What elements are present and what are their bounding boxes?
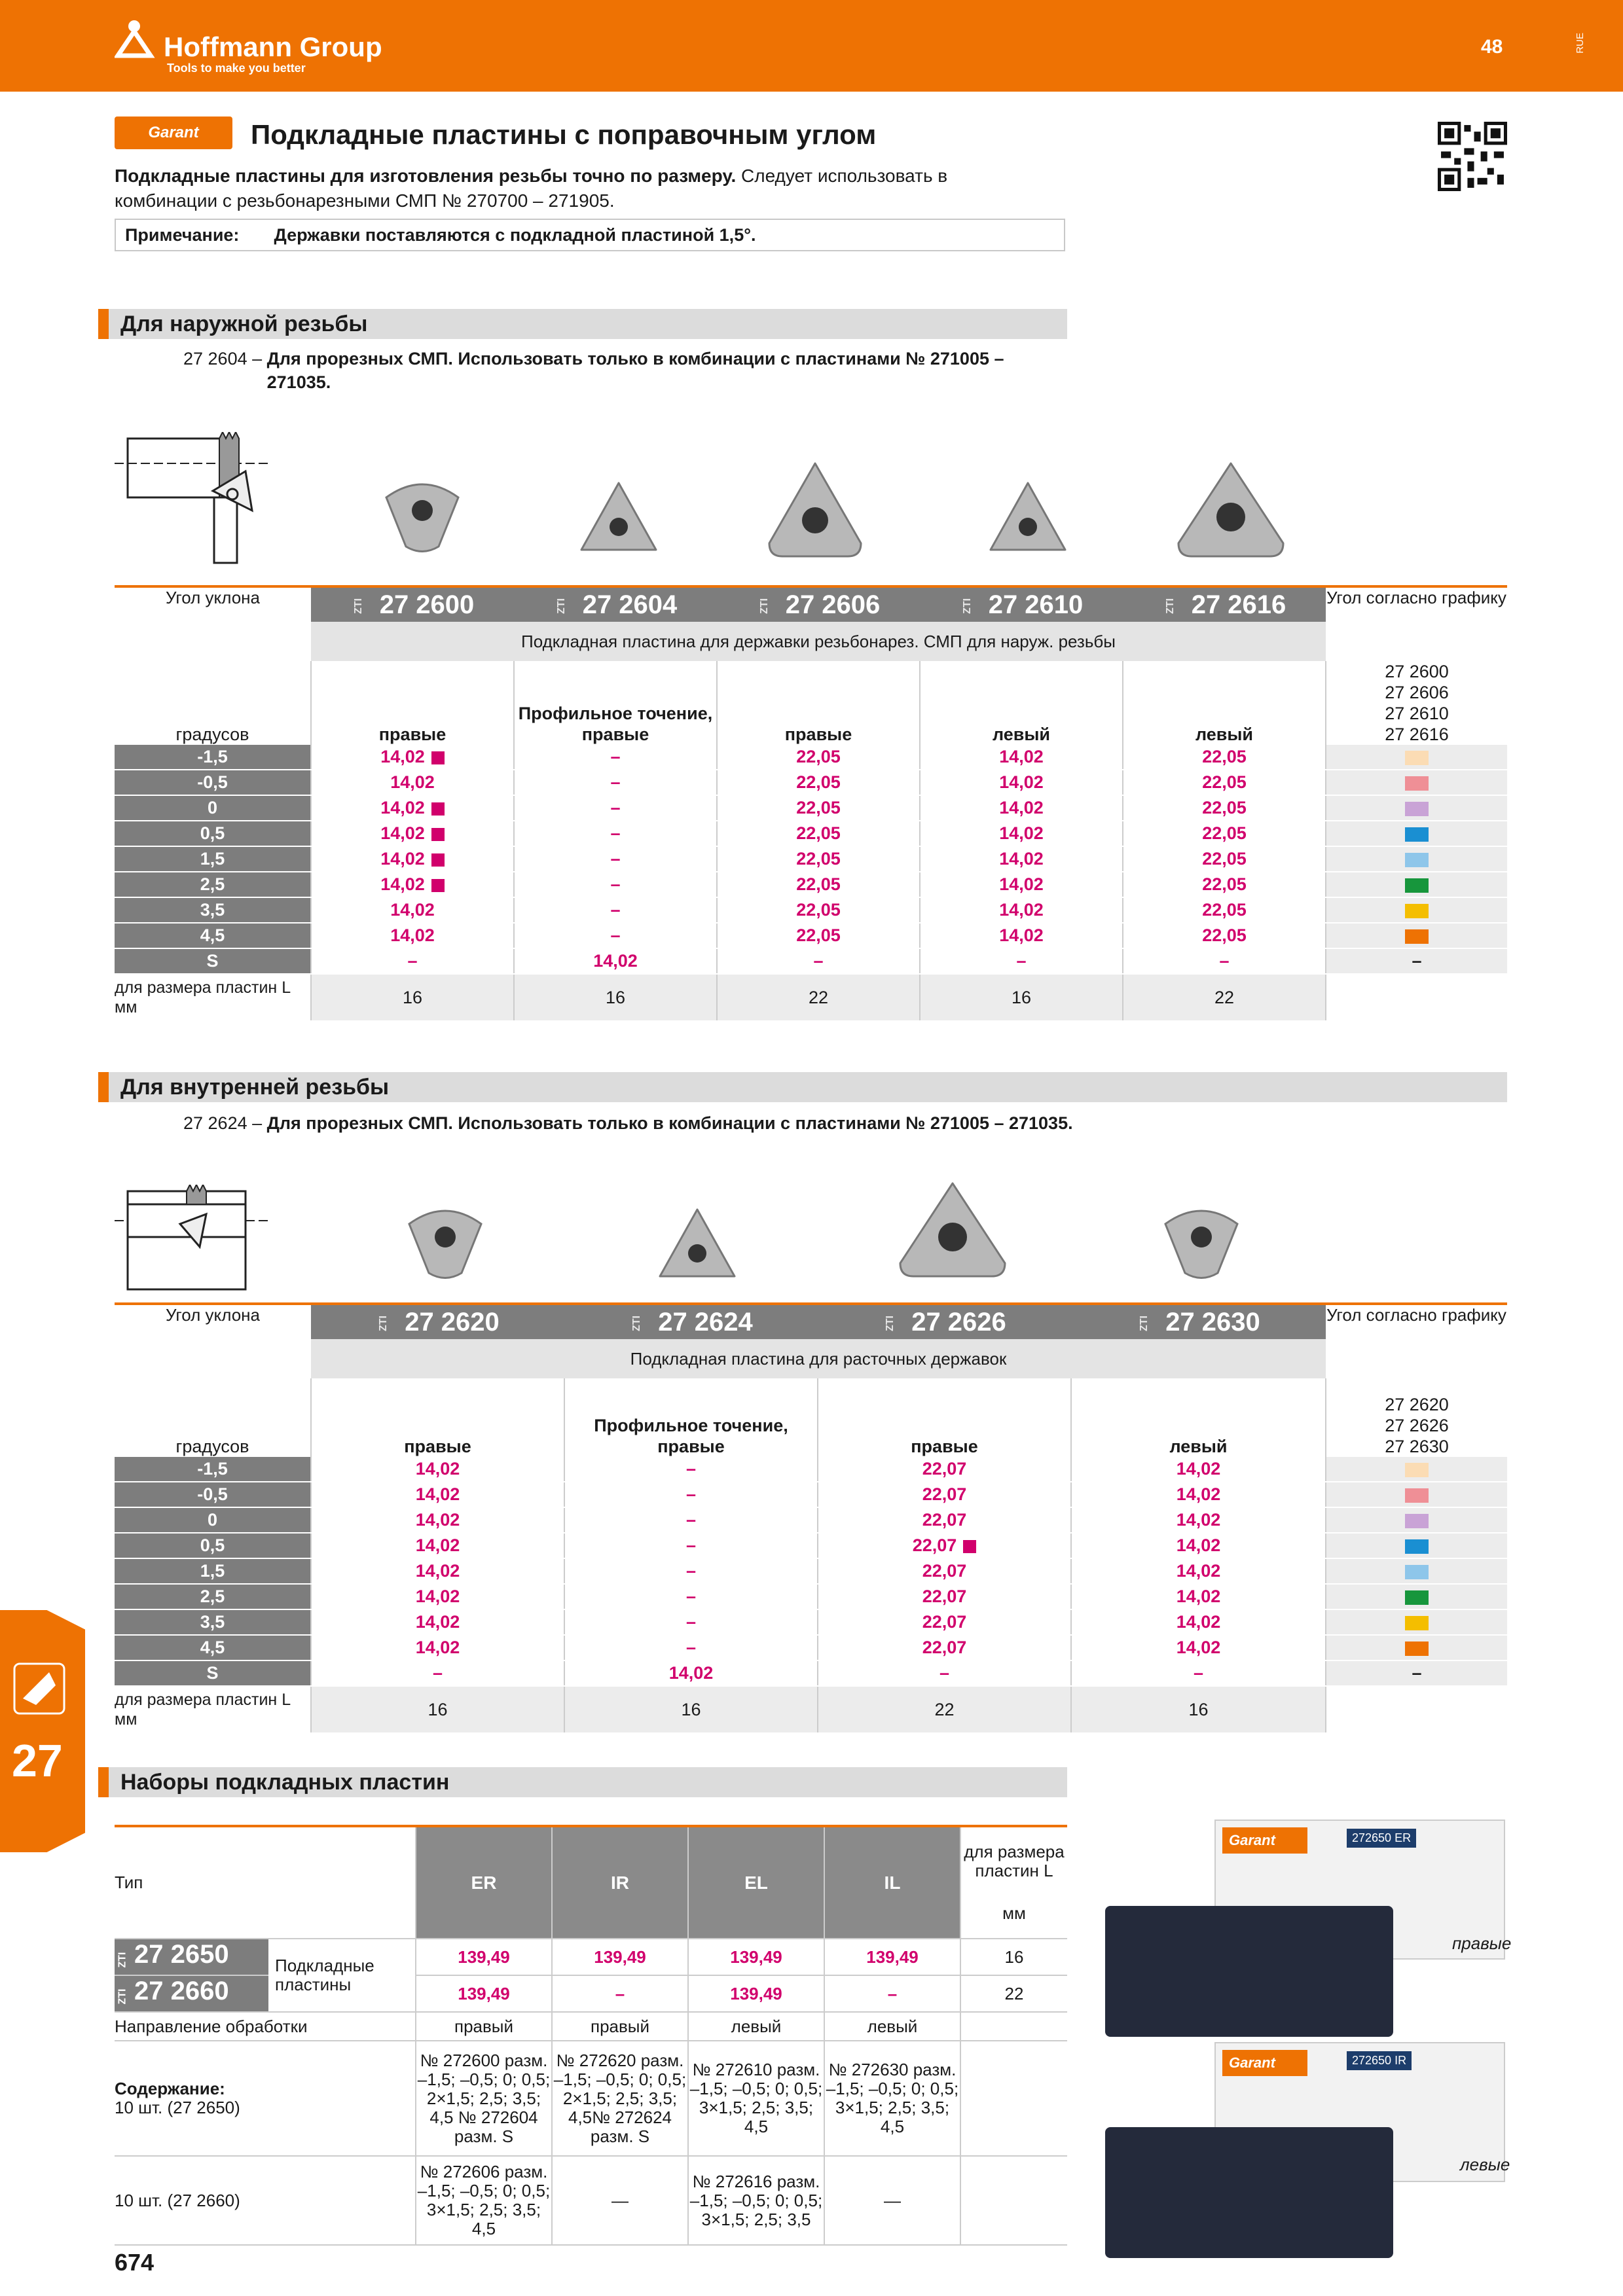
note-box [115, 219, 1065, 251]
color-swatch-cell [1326, 923, 1507, 948]
color-swatch [1405, 1565, 1429, 1579]
size-value: 16 [514, 974, 717, 1020]
graph-list: 27 2600 27 2606 27 2610 27 2616 [1326, 661, 1507, 745]
color-swatch-cell [1326, 821, 1507, 846]
price-cell: 22,05 [1123, 872, 1326, 897]
price-cell: 22,07 [818, 1507, 1071, 1533]
set-price: 139,49 [416, 1939, 552, 1975]
set-direction: левый [688, 2012, 824, 2041]
price-cell: 14,02 [920, 872, 1123, 897]
dash: – [1412, 1663, 1422, 1683]
table-row [115, 1635, 1507, 1660]
color-swatch [1405, 904, 1429, 918]
price-cell: 22,05 [1123, 923, 1326, 948]
color-swatch [1405, 1641, 1429, 1656]
new-marker-icon [431, 853, 445, 867]
color-swatch-cell [1326, 1660, 1507, 1686]
price-cell: 22,05 [717, 745, 920, 770]
angle-cell: 2,5 [115, 872, 311, 897]
content-2: — [552, 2156, 688, 2245]
col-272604: ZTI 27 2604 [514, 588, 717, 622]
table-row [115, 1482, 1507, 1507]
size-head-text: для размера пластин L [964, 1842, 1065, 1880]
price-cell: – [514, 821, 717, 846]
insert-272626-icon [894, 1178, 1012, 1283]
note-text: Державки поставляются с подкладной пластиной 1,5°. [274, 225, 756, 245]
size-value: 22 [717, 974, 920, 1020]
angle-cell: 3,5 [115, 897, 311, 923]
price-cell: 22,05 [1123, 770, 1326, 795]
price-cell: 14,02 [1071, 1584, 1326, 1609]
brand-name: Hoffmann Group [164, 31, 382, 62]
color-swatch [1405, 751, 1429, 765]
table-row [115, 923, 1507, 948]
color-swatch-cell [1326, 1558, 1507, 1584]
table-row [115, 846, 1507, 872]
insert-272616-icon [1172, 458, 1290, 563]
price-cell: 22,07 [818, 1584, 1071, 1609]
price-cell: – [514, 846, 717, 872]
direction: Профильное точение, правые [514, 661, 717, 745]
table-row [115, 1507, 1507, 1533]
table-row [115, 948, 1507, 974]
insert-272630-icon [1156, 1198, 1247, 1283]
color-swatch [1405, 1514, 1429, 1528]
angle-cell: 0 [115, 795, 311, 821]
price-cell: 14,02 [311, 872, 514, 897]
content-label [115, 2041, 416, 2156]
price-cell: – [564, 1635, 818, 1660]
price-cell: – [514, 770, 717, 795]
qr-code-icon[interactable] [1438, 122, 1507, 191]
size-value: 22 [818, 1686, 1071, 1732]
color-swatch-cell [1326, 1584, 1507, 1609]
page-title: Подкладные пластины с поправочным углом [251, 119, 877, 150]
size-value: 16 [1071, 1686, 1326, 1732]
internal-holder-note [183, 1111, 1493, 1135]
price-cell: – [514, 745, 717, 770]
photo-label: 272650 IR [1347, 2051, 1412, 2070]
garant-badge: Garant [115, 117, 232, 149]
set-number: ZTI 27 2650 [115, 1939, 268, 1975]
graph-col-label: Угол согласно графику [1326, 588, 1507, 622]
content-2: № 272606 разм. –1,5; –0,5; 0; 0,5; 3×1,5; 2,5; 3,5; 4,5 [416, 2156, 552, 2245]
col-272606: ZTI 27 2606 [717, 588, 920, 622]
price-cell: 14,02 [311, 745, 514, 770]
new-marker-icon [431, 828, 445, 841]
price-cell: 14,02 [311, 1457, 564, 1482]
price-cell: 22,05 [717, 872, 920, 897]
content-1: № 272600 разм. –1,5; –0,5; 0; 0,5; 2×1,5; 2,5; 3,5; 4,5 № 272604 разм. S [416, 2041, 552, 2156]
price-cell: 22,05 [1123, 795, 1326, 821]
price-cell: – [311, 1660, 564, 1686]
set-box-tray-ir [1105, 2127, 1393, 2258]
color-swatch-cell [1326, 846, 1507, 872]
holder-text: Для прорезных СМП. Использовать только в комбинации с пластинами № 271005 – 271035. [266, 1113, 1073, 1133]
set-price: 139,49 [416, 1975, 552, 2012]
intro-text [115, 164, 1031, 213]
table-row [115, 897, 1507, 923]
set-description: Подкладные пластины [268, 1939, 416, 2012]
insert-272624-icon [655, 1204, 740, 1286]
price-cell: – [564, 1533, 818, 1558]
table-row [115, 795, 1507, 821]
price-cell: 14,02 [920, 795, 1123, 821]
color-swatch [1405, 1488, 1429, 1503]
size-label: для размера пластин L мм [115, 974, 311, 1020]
color-swatch [1405, 878, 1429, 893]
content-label-text: Содержание: [115, 2079, 225, 2098]
content-sub2: 10 шт. (27 2660) [115, 2156, 416, 2245]
new-marker-icon [431, 751, 445, 764]
angle-cell: -0,5 [115, 1482, 311, 1507]
unit-label: градусов [115, 1378, 311, 1457]
direction: левый [1071, 1378, 1326, 1457]
unit-label: градусов [115, 661, 311, 745]
angle-col-label: Угол уклона [115, 588, 311, 622]
size-unit: мм [1002, 1903, 1026, 1923]
price-cell: 14,02 [311, 1507, 564, 1533]
angle-cell: 0,5 [115, 1533, 311, 1558]
color-swatch-cell [1326, 948, 1507, 974]
color-swatch [1405, 776, 1429, 791]
price-cell: 14,02 [311, 1609, 564, 1635]
angle-cell: 3,5 [115, 1609, 311, 1635]
angle-cell: 4,5 [115, 1635, 311, 1660]
external-subtitle: Подкладная пластина для державки резьбонарез. СМП для наруж. резьбы [311, 622, 1326, 661]
direction: правые [311, 1378, 564, 1457]
insert-272600-icon [376, 471, 468, 556]
content-2: — [824, 2156, 960, 2245]
set-direction: левый [824, 2012, 960, 2041]
price-cell: 22,07 [818, 1482, 1071, 1507]
type-ir: IR [552, 1827, 688, 1939]
graph-col-label: Угол согласно графику [1326, 1305, 1507, 1339]
intro-bold: Подкладные пластины для изготовления резьбы точно по размеру. [115, 166, 737, 186]
type-el: EL [688, 1827, 824, 1939]
photo-brand: Garant [1222, 2050, 1307, 2076]
price-cell: – [818, 1660, 1071, 1686]
content-sub1: 10 шт. (27 2650) [115, 2098, 240, 2117]
price-cell: 22,05 [717, 821, 920, 846]
table-row [115, 1533, 1507, 1558]
photo-brand: Garant [1222, 1827, 1307, 1854]
angle-cell: -1,5 [115, 745, 311, 770]
external-price-table [115, 588, 1507, 1020]
table-row [115, 770, 1507, 795]
price-cell: – [514, 897, 717, 923]
table-row [115, 872, 1507, 897]
price-cell: – [920, 948, 1123, 974]
direction: левый [1123, 661, 1326, 745]
dash: – [1412, 951, 1422, 971]
type-il: IL [824, 1827, 960, 1939]
set-number: ZTI 27 2660 [115, 1975, 268, 2012]
price-cell: 14,02 [311, 795, 514, 821]
angle-cell: 4,5 [115, 923, 311, 948]
photo-caption: левые [1460, 2155, 1510, 2174]
color-swatch [1405, 929, 1429, 944]
price-cell: 14,02 [311, 1558, 564, 1584]
table-row [115, 1609, 1507, 1635]
direction: правые [818, 1378, 1071, 1457]
direction: левый [920, 661, 1123, 745]
price-cell: 22,05 [717, 795, 920, 821]
price-cell: – [564, 1558, 818, 1584]
new-marker-icon [431, 802, 445, 816]
col-272626: ZTI 27 2626 [818, 1305, 1071, 1339]
price-cell: 14,02 [1071, 1635, 1326, 1660]
insert-chapter-icon [13, 1662, 65, 1715]
price-cell: 14,02 [920, 923, 1123, 948]
price-cell: 14,02 [920, 821, 1123, 846]
intro-rest: Следует использовать в комбинации с резьбонарезными СМП № 270700 – 271905. [115, 166, 948, 211]
price-cell: – [564, 1507, 818, 1533]
sets-table [115, 1827, 1067, 2246]
col-272616: ZTI 27 2616 [1123, 588, 1326, 622]
price-cell: 22,05 [717, 770, 920, 795]
color-swatch-cell [1326, 1457, 1507, 1482]
table-row [115, 1457, 1507, 1482]
price-cell: 22,07 [818, 1558, 1071, 1584]
angle-cell: 1,5 [115, 846, 311, 872]
color-swatch-cell [1326, 1609, 1507, 1635]
table-row [115, 1558, 1507, 1584]
price-cell: 22,05 [717, 897, 920, 923]
page-number: 674 [115, 2249, 155, 2276]
angle-cell: 2,5 [115, 1584, 311, 1609]
section-internal: Для внутренней резьбы [98, 1072, 1507, 1102]
price-cell: – [514, 872, 717, 897]
internal-holder-drawing [115, 1185, 278, 1302]
price-cell: 22,07 [818, 1533, 1071, 1558]
set-price: 139,49 [688, 1975, 824, 2012]
internal-subtitle: Подкладная пластина для расточных державок [311, 1339, 1326, 1378]
col-272620: ZTI 27 2620 [311, 1305, 564, 1339]
content-1: № 272620 разм. –1,5; –0,5; 0; 0,5; 2×1,5; 2,5; 3,5; 4,5№ 272624 разм. S [552, 2041, 688, 2156]
price-cell: 22,05 [1123, 745, 1326, 770]
price-cell: 22,05 [1123, 821, 1326, 846]
price-cell: 14,02 [564, 1660, 818, 1686]
angle-cell: S [115, 1660, 311, 1686]
section-sets: Наборы подкладных пластин [98, 1767, 1067, 1797]
price-cell: 22,05 [1123, 897, 1326, 923]
price-cell: 22,05 [717, 923, 920, 948]
section-external: Для наружной резьбы [98, 309, 1067, 339]
table-row [115, 745, 1507, 770]
price-cell: 14,02 [311, 1482, 564, 1507]
insert-272604-icon [576, 478, 661, 560]
set-size: 22 [960, 1975, 1067, 2012]
direction: правые [717, 661, 920, 745]
table-row [115, 821, 1507, 846]
col-272610: ZTI 27 2610 [920, 588, 1123, 622]
col-272630: ZTI 27 2630 [1071, 1305, 1326, 1339]
col-272600: ZTI 27 2600 [311, 588, 514, 622]
photo-caption: правые [1452, 1933, 1512, 1953]
page-code: 48 [1481, 36, 1503, 58]
insert-272606-icon [763, 458, 867, 563]
language-code: RUE [1575, 33, 1586, 54]
price-cell: 14,02 [514, 948, 717, 974]
table-row [115, 1584, 1507, 1609]
set-direction: правый [552, 2012, 688, 2041]
holder-text: Для прорезных СМП. Использовать только в комбинации с пластинами № 271005 – 271035. [266, 349, 1004, 392]
size-value: 16 [311, 1686, 564, 1732]
price-cell: 14,02 [311, 1533, 564, 1558]
price-cell: – [1071, 1660, 1326, 1686]
size-value: 16 [311, 974, 514, 1020]
set-price: 139,49 [688, 1939, 824, 1975]
price-cell: – [514, 923, 717, 948]
price-cell: – [564, 1482, 818, 1507]
price-cell: 14,02 [1071, 1507, 1326, 1533]
angle-cell: S [115, 948, 311, 974]
external-holder-drawing [115, 432, 285, 569]
price-cell: 14,02 [311, 1584, 564, 1609]
size-label: для размера пластин L мм [115, 1686, 311, 1732]
price-cell: 14,02 [311, 1635, 564, 1660]
price-cell: 14,02 [311, 923, 514, 948]
price-cell: – [717, 948, 920, 974]
price-cell: 14,02 [920, 745, 1123, 770]
holder-number: 27 2604 – [183, 349, 263, 368]
color-swatch-cell [1326, 1482, 1507, 1507]
color-swatch-cell [1326, 770, 1507, 795]
direction-label: Направление обработки [115, 2012, 416, 2041]
chapter-tab[interactable] [0, 1610, 85, 1852]
angle-cell: -1,5 [115, 1457, 311, 1482]
color-swatch-cell [1326, 1507, 1507, 1533]
size-value: 22 [1123, 974, 1326, 1020]
price-cell: 14,02 [920, 846, 1123, 872]
price-cell: 14,02 [1071, 1609, 1326, 1635]
size-value: 16 [920, 974, 1123, 1020]
set-box-tray-er [1105, 1906, 1393, 2037]
color-swatch [1405, 827, 1429, 842]
internal-price-table [115, 1305, 1507, 1732]
direction: Профильное точение, правые [564, 1378, 818, 1457]
price-cell: 22,07 [818, 1609, 1071, 1635]
external-holder-note [183, 347, 1067, 394]
size-value: 16 [564, 1686, 818, 1732]
color-swatch [1405, 1616, 1429, 1630]
new-marker-icon [963, 1540, 976, 1553]
price-cell: – [564, 1584, 818, 1609]
price-cell: 14,02 [920, 770, 1123, 795]
angle-cell: -0,5 [115, 770, 311, 795]
set-direction: правый [416, 2012, 552, 2041]
content-2: № 272616 разм. –1,5; –0,5; 0; 0,5; 3×1,5; 2,5; 3,5 [688, 2156, 824, 2245]
size-head [960, 1827, 1067, 1939]
content-1: № 272630 разм. –1,5; –0,5; 0; 0,5; 3×1,5; 2,5; 3,5; 4,5 [824, 2041, 960, 2156]
price-cell: – [564, 1457, 818, 1482]
price-cell: 14,02 [311, 897, 514, 923]
insert-272620-icon [399, 1198, 491, 1283]
price-cell: 14,02 [1071, 1482, 1326, 1507]
graph-list: 27 2620 27 2626 27 2630 [1326, 1378, 1507, 1457]
color-swatch [1405, 1590, 1429, 1605]
price-cell: 22,07 [818, 1635, 1071, 1660]
color-swatch [1405, 1463, 1429, 1477]
photo-label: 272650 ER [1347, 1829, 1416, 1848]
type-er: ER [416, 1827, 552, 1939]
price-cell: 14,02 [1071, 1558, 1326, 1584]
holder-number: 27 2624 – [183, 1113, 263, 1133]
col-272624: ZTI 27 2624 [564, 1305, 818, 1339]
type-label: Тип [115, 1827, 416, 1939]
price-cell: 14,02 [1071, 1457, 1326, 1482]
chapter-number: 27 [12, 1735, 63, 1786]
insert-272610-icon [985, 478, 1070, 560]
price-cell: – [1123, 948, 1326, 974]
set-price: – [552, 1975, 688, 2012]
new-marker-icon [431, 879, 445, 892]
price-cell: 22,05 [1123, 846, 1326, 872]
content-1: № 272610 разм. –1,5; –0,5; 0; 0,5; 3×1,5; 2,5; 3,5; 4,5 [688, 2041, 824, 2156]
color-swatch-cell [1326, 795, 1507, 821]
price-cell: 22,05 [717, 846, 920, 872]
hoffmann-logo-icon [115, 20, 160, 59]
color-swatch-cell [1326, 745, 1507, 770]
angle-col-label: Угол уклона [115, 1305, 311, 1339]
table-row [115, 1660, 1507, 1686]
price-cell: – [514, 795, 717, 821]
price-cell: – [564, 1609, 818, 1635]
color-swatch-cell [1326, 1635, 1507, 1660]
price-cell: 14,02 [311, 846, 514, 872]
angle-cell: 1,5 [115, 1558, 311, 1584]
color-swatch [1405, 802, 1429, 816]
color-swatch [1405, 1539, 1429, 1554]
set-price: – [824, 1975, 960, 2012]
note-label: Примечание: [125, 225, 240, 245]
direction: правые [311, 661, 514, 745]
angle-cell: 0 [115, 1507, 311, 1533]
set-size: 16 [960, 1939, 1067, 1975]
price-cell: – [311, 948, 514, 974]
price-cell: 14,02 [311, 821, 514, 846]
color-swatch-cell [1326, 872, 1507, 897]
color-swatch [1405, 853, 1429, 867]
price-cell: 14,02 [920, 897, 1123, 923]
set-price: 139,49 [824, 1939, 960, 1975]
price-cell: 14,02 [311, 770, 514, 795]
brand-tagline: Tools to make you better [167, 62, 306, 75]
price-cell: 22,07 [818, 1457, 1071, 1482]
set-price: 139,49 [552, 1939, 688, 1975]
angle-cell: 0,5 [115, 821, 311, 846]
color-swatch-cell [1326, 897, 1507, 923]
price-cell: 14,02 [1071, 1533, 1326, 1558]
color-swatch-cell [1326, 1533, 1507, 1558]
